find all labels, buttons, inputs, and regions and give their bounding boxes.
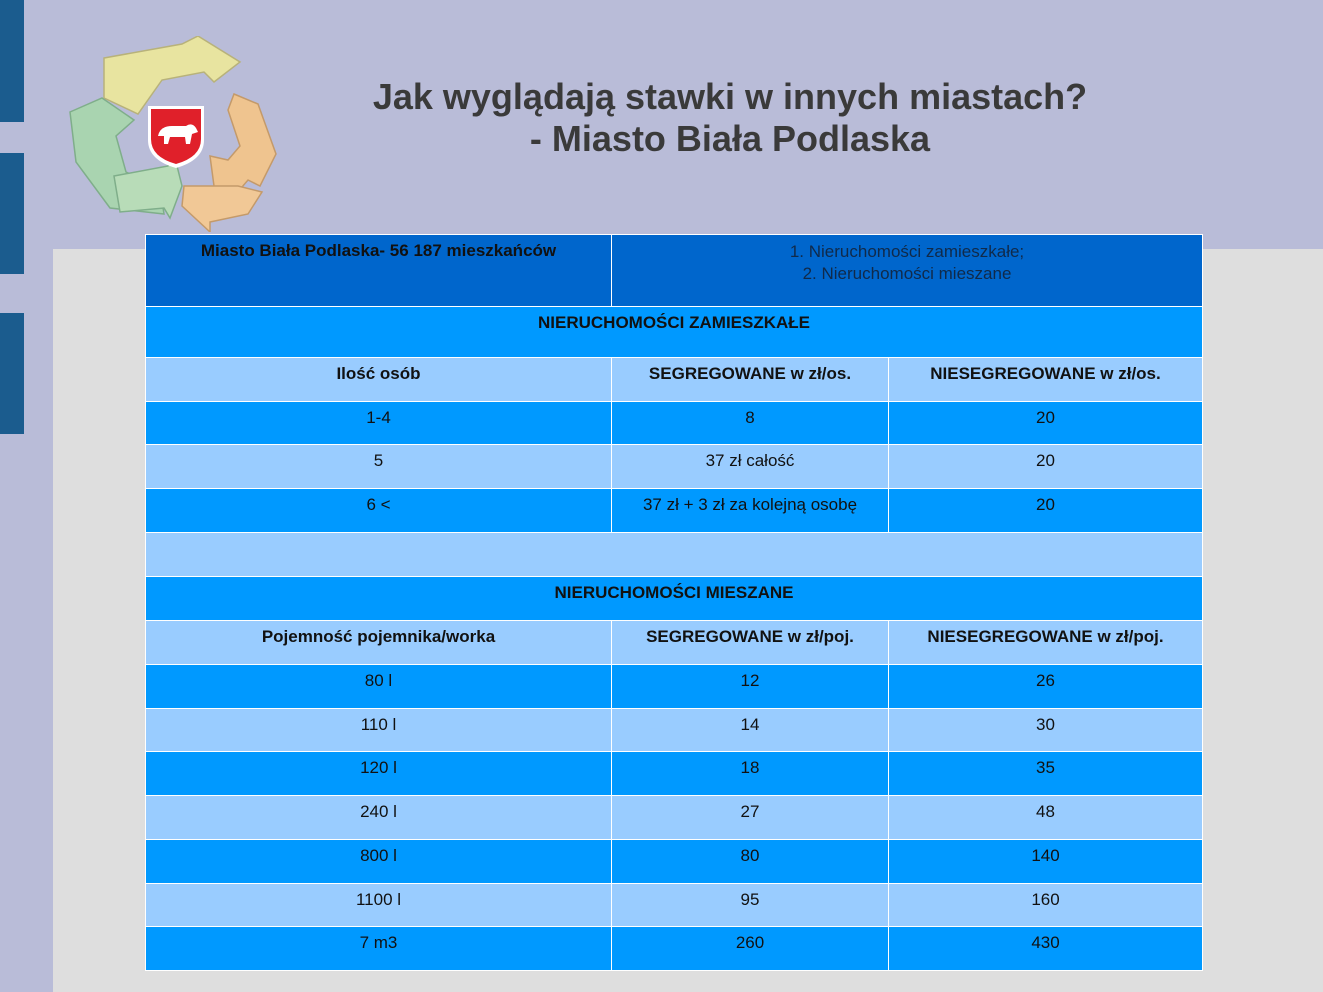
recycling-logo-icon (64, 36, 280, 232)
column-header: Ilość osób (146, 358, 612, 402)
section-row-residential (146, 307, 1203, 358)
table-cell: 800 l (146, 840, 612, 884)
left-accent-bar (0, 153, 24, 274)
column-header: SEGREGOWANE w zł/poj. (612, 621, 889, 665)
slide-title-line-2: - Miasto Biała Podlaska (529, 118, 931, 159)
table-cell: 80 (612, 840, 889, 884)
column-header: NIESEGREGOWANE w zł/poj. (889, 621, 1203, 665)
category-line: 1. Nieruchomości zamieszkałe; (789, 242, 1025, 261)
table-cell: 30 (889, 709, 1203, 752)
table-cell: 37 zł + 3 zł za kolejną osobę (612, 489, 889, 533)
table-cell: 20 (889, 489, 1203, 533)
table-row (146, 709, 1203, 752)
coat-of-arms-icon (148, 106, 204, 168)
empty-cell (146, 533, 1203, 577)
table-cell: 35 (889, 752, 1203, 796)
slide-title-line-1: Jak wyglądają stawki w innych miastach? (372, 76, 1088, 117)
waste-fee-table (145, 234, 1203, 971)
table-row (146, 665, 1203, 709)
column-header: Pojemność pojemnika/worka (146, 621, 612, 665)
category-line: 2. Nieruchomości mieszane (802, 264, 1012, 283)
table-row (146, 927, 1203, 971)
table-cell: 26 (889, 665, 1203, 709)
table-header-row (146, 235, 1203, 307)
slide-title (300, 76, 1160, 160)
table-cell: 37 zł całość (612, 445, 889, 489)
city-header-cell: Miasto Biała Podlaska- 56 187 mieszkańców (146, 235, 612, 307)
table-cell: 14 (612, 709, 889, 752)
table-cell: 260 (612, 927, 889, 971)
table-cell: 110 l (146, 709, 612, 752)
recycle-arrow-right (210, 94, 276, 194)
recycle-arrow-top (104, 36, 240, 114)
table-row (146, 489, 1203, 533)
table-cell: 8 (612, 402, 889, 445)
table-cell: 18 (612, 752, 889, 796)
table-row (146, 445, 1203, 489)
recycle-arrow-bottom-right (182, 186, 262, 232)
left-accent-bar (0, 0, 24, 122)
table-cell: 1-4 (146, 402, 612, 445)
section-row-mixed (146, 577, 1203, 621)
table-row (146, 402, 1203, 445)
table-cell: 240 l (146, 796, 612, 840)
table-cell: 20 (889, 402, 1203, 445)
table-cell: 27 (612, 796, 889, 840)
table-cell: 160 (889, 884, 1203, 927)
table-cell: 20 (889, 445, 1203, 489)
section-title-residential: NIERUCHOMOŚCI ZAMIESZKAŁE (146, 307, 1203, 358)
table-cell: 5 (146, 445, 612, 489)
table-row (146, 884, 1203, 927)
spacer-row (146, 533, 1203, 577)
left-accent-band (0, 0, 24, 992)
table-cell: 140 (889, 840, 1203, 884)
table-row (146, 796, 1203, 840)
table-cell: 120 l (146, 752, 612, 796)
table-cell: 430 (889, 927, 1203, 971)
column-header: SEGREGOWANE w zł/os. (612, 358, 889, 402)
table-cell: 7 m3 (146, 927, 612, 971)
table-cell: 80 l (146, 665, 612, 709)
table-cell: 95 (612, 884, 889, 927)
table-cell: 48 (889, 796, 1203, 840)
table-cell: 12 (612, 665, 889, 709)
table-row (146, 752, 1203, 796)
left-accent-bar (0, 313, 24, 434)
section-title-mixed: NIERUCHOMOŚCI MIESZANE (146, 577, 1203, 621)
table-row (146, 840, 1203, 884)
column-header-row (146, 358, 1203, 402)
table-cell: 1100 l (146, 884, 612, 927)
column-header: NIESEGREGOWANE w zł/os. (889, 358, 1203, 402)
table-cell: 6 < (146, 489, 612, 533)
column-header-row (146, 621, 1203, 665)
property-categories-cell (612, 235, 1203, 307)
